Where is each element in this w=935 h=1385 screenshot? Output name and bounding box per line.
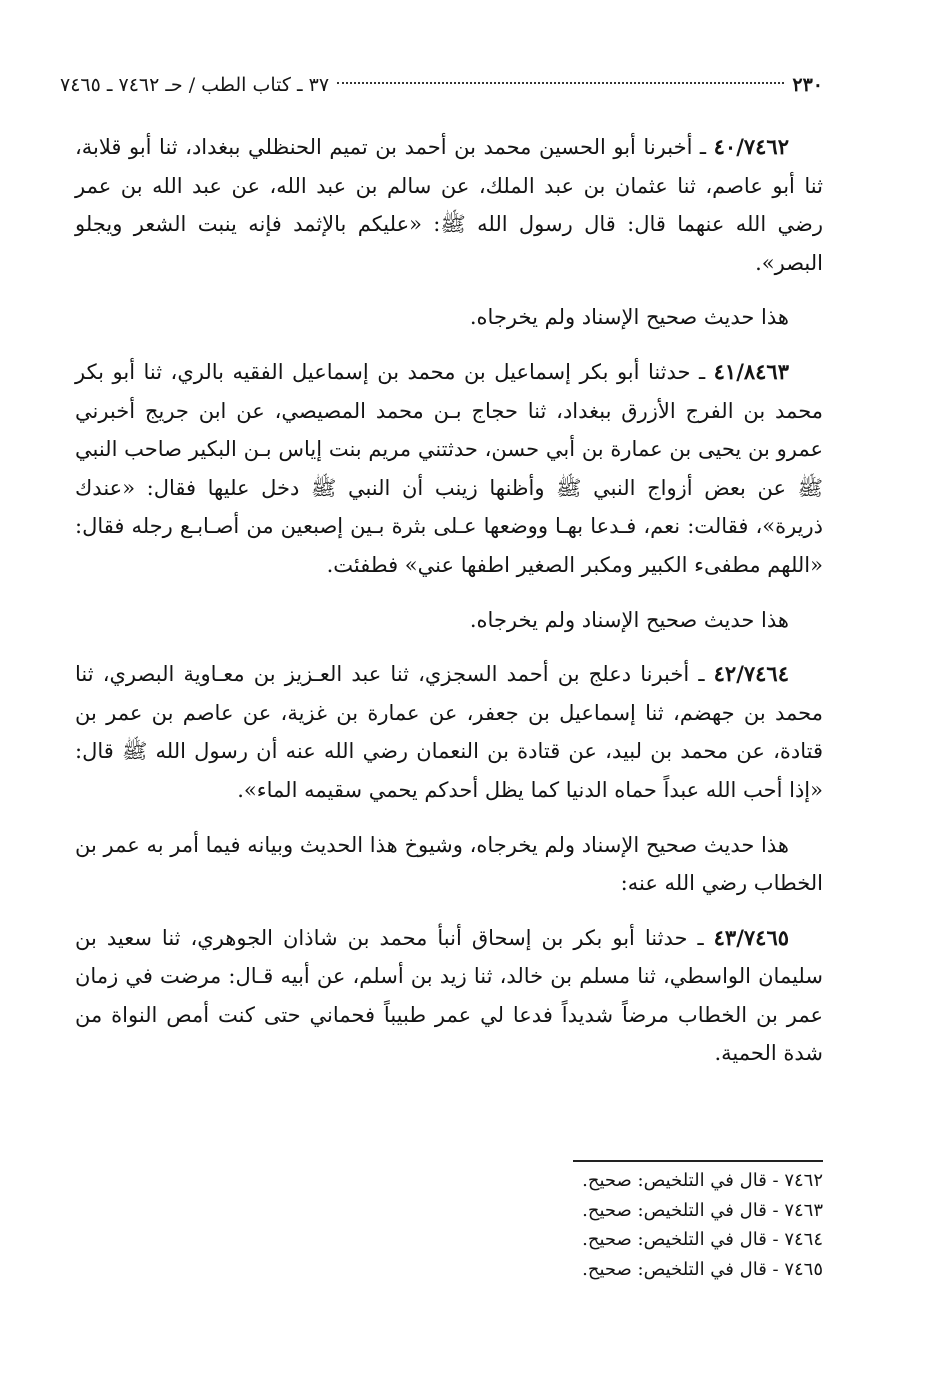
- hadith-ruling: هذا حديث صحيح الإسناد ولم يخرجاه، وشيوخ هذا الحديث وبيانه فيما أمر به عمر بن الخطاب رضي الله عنه:: [75, 832, 823, 896]
- hadith-text: ـ أخبرنا أبو الحسين محمد بن أحمد بن تميم الحنظلي ببغداد، ثنا أبو قلابة، ثنا أبو عاصم، ثنا عثمان بن عبد الملك، عن سالم بن عبد الله، عن عبد الله بن عمر رضي الله عنهما قال: قال رسول الله ﷺ: «عليكم بالإثمد فإنه ينبت الشعر ويجلو البصر».: [75, 135, 823, 275]
- footnote-7463: ٧٤٦٣ - قال في التلخيص: صحيح.: [582, 1199, 823, 1221]
- footnotes: [403, 1160, 823, 1284]
- footnote-7462: ٧٤٦٢ - قال في التلخيص: صحيح.: [582, 1170, 823, 1191]
- hadith-7465: [75, 919, 823, 1073]
- hadith-ruling: هذا حديث صحيح الإسناد ولم يخرجاه.: [469, 305, 789, 330]
- footnote-7465: ٧٤٦٥ - قال في التلخيص: صحيح.: [582, 1258, 823, 1280]
- hadith-number: ٤٣/٧٤٦٥: [713, 924, 790, 950]
- hadith-7463: [75, 353, 823, 585]
- hadith-number: ٤١/٨٤٦٣: [713, 358, 789, 384]
- hadith-ruling: هذا حديث صحيح الإسناد ولم يخرجاه.: [469, 607, 789, 632]
- hadith-number: ٤٠/٧٤٦٢: [713, 134, 789, 159]
- hadith-7462: [75, 128, 823, 282]
- footnote-divider: [573, 1160, 823, 1162]
- hadith-text: ـ حدثنا أبو بكر إسماعيل بن محمد بن إسماعيل الفقيه بالري، ثنا أبو بكر محمد بن الفرج الأزرق ببغداد، ثنا حجاج بـن محمد المصيصي، عن ابن جريج أخبرني عمرو بن يحيى بن عمارة بن أبي حسن، حدثتني مريم بنت إياس بـن البكير صاحب النبي ﷺ عن بعض أزواج النبي ﷺ وأظنها زينب أن النبي ﷺ دخل عليها فقال: «عندك ذريرة»، فقالت: نعم، فـدعا بهـا ووضعها عـلى بثرة بـين إصبعين من أصـابـع رجله فقال: «اللهم مطفىء الكبير ومكبر الصغير اطفها عني» فطفئت.: [75, 359, 823, 577]
- hadith-number: ٤٢/٧٤٦٤: [713, 661, 789, 687]
- hadith-7464: [75, 655, 823, 809]
- dotted-leader: [337, 82, 784, 84]
- running-title: ٣٧ ـ كتاب الطب / حـ ٧٤٦٢ ـ ٧٤٦٥: [60, 74, 330, 96]
- running-header: [60, 70, 823, 100]
- main-text: [75, 128, 823, 1089]
- page-number: ٢٣٠: [792, 74, 823, 96]
- footnote-7464: ٧٤٦٤ - قال في التلخيص: صحيح.: [582, 1229, 823, 1250]
- hadith-text: ـ حدثنا أبو بكر بن إسحاق أنبأ محمد بن شاذان الجوهري، ثنا سعيد بن سليمان الواسطي، ثنا مسلم بن خالد، ثنا زيد بن أسلم، عن أبيه قـال: مرضت في زمان عمر بن الخطاب مرضاً شديداً فدعا لي عمر طبيباً فحماني حتى كنت أمص النواة من شدة الحمية.: [75, 925, 823, 1066]
- hadith-text: ـ أخبرنا دعلج بن أحمد السجزي، ثنا عبد العـزيز بن معـاوية البصري، ثنا محمد بن جهضم، ثنا إسماعيل بن جعفر، عن عمارة بن غزية، عن عاصم بن عمر بن قتادة، عن محمد بن لبيد، عن قتادة بن النعمان رضي الله عنه أن رسول الله ﷺ قال: «إذا أحب الله عبداً حماه الدنيا كما يظل أحدكم يحمي سقيمه الماء».: [75, 662, 823, 802]
